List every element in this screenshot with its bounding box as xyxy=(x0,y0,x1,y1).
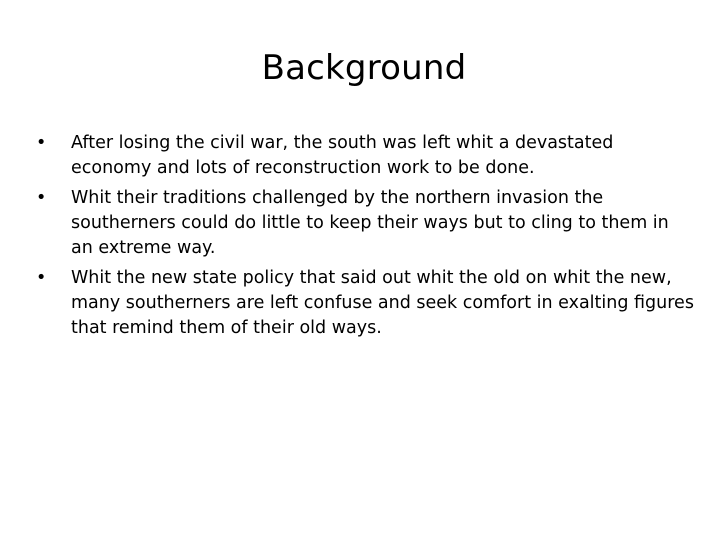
bullet-item xyxy=(36,186,696,261)
slide-title: Background xyxy=(261,48,467,88)
bullet-dot-icon: • xyxy=(36,188,47,208)
bullet-item xyxy=(36,266,696,341)
bullet-text: Whit the new state policy that said out whit the old on whit the new, many southerners are left confuse and seek comfort in exalting figures that remind them of their old ways. xyxy=(71,268,694,338)
bullet-item xyxy=(36,131,696,181)
bullet-dot-icon: • xyxy=(36,133,47,153)
bullet-text: Whit their traditions challenged by the northern invasion the southerners could do little to keep their ways but to cling to them in an extreme way. xyxy=(71,188,669,258)
bullet-text: After losing the civil war, the south was left whit a devastated economy and lots of reconstruction work to be done. xyxy=(71,133,614,178)
bullet-dot-icon: • xyxy=(36,268,47,288)
bullet-list xyxy=(36,131,696,346)
